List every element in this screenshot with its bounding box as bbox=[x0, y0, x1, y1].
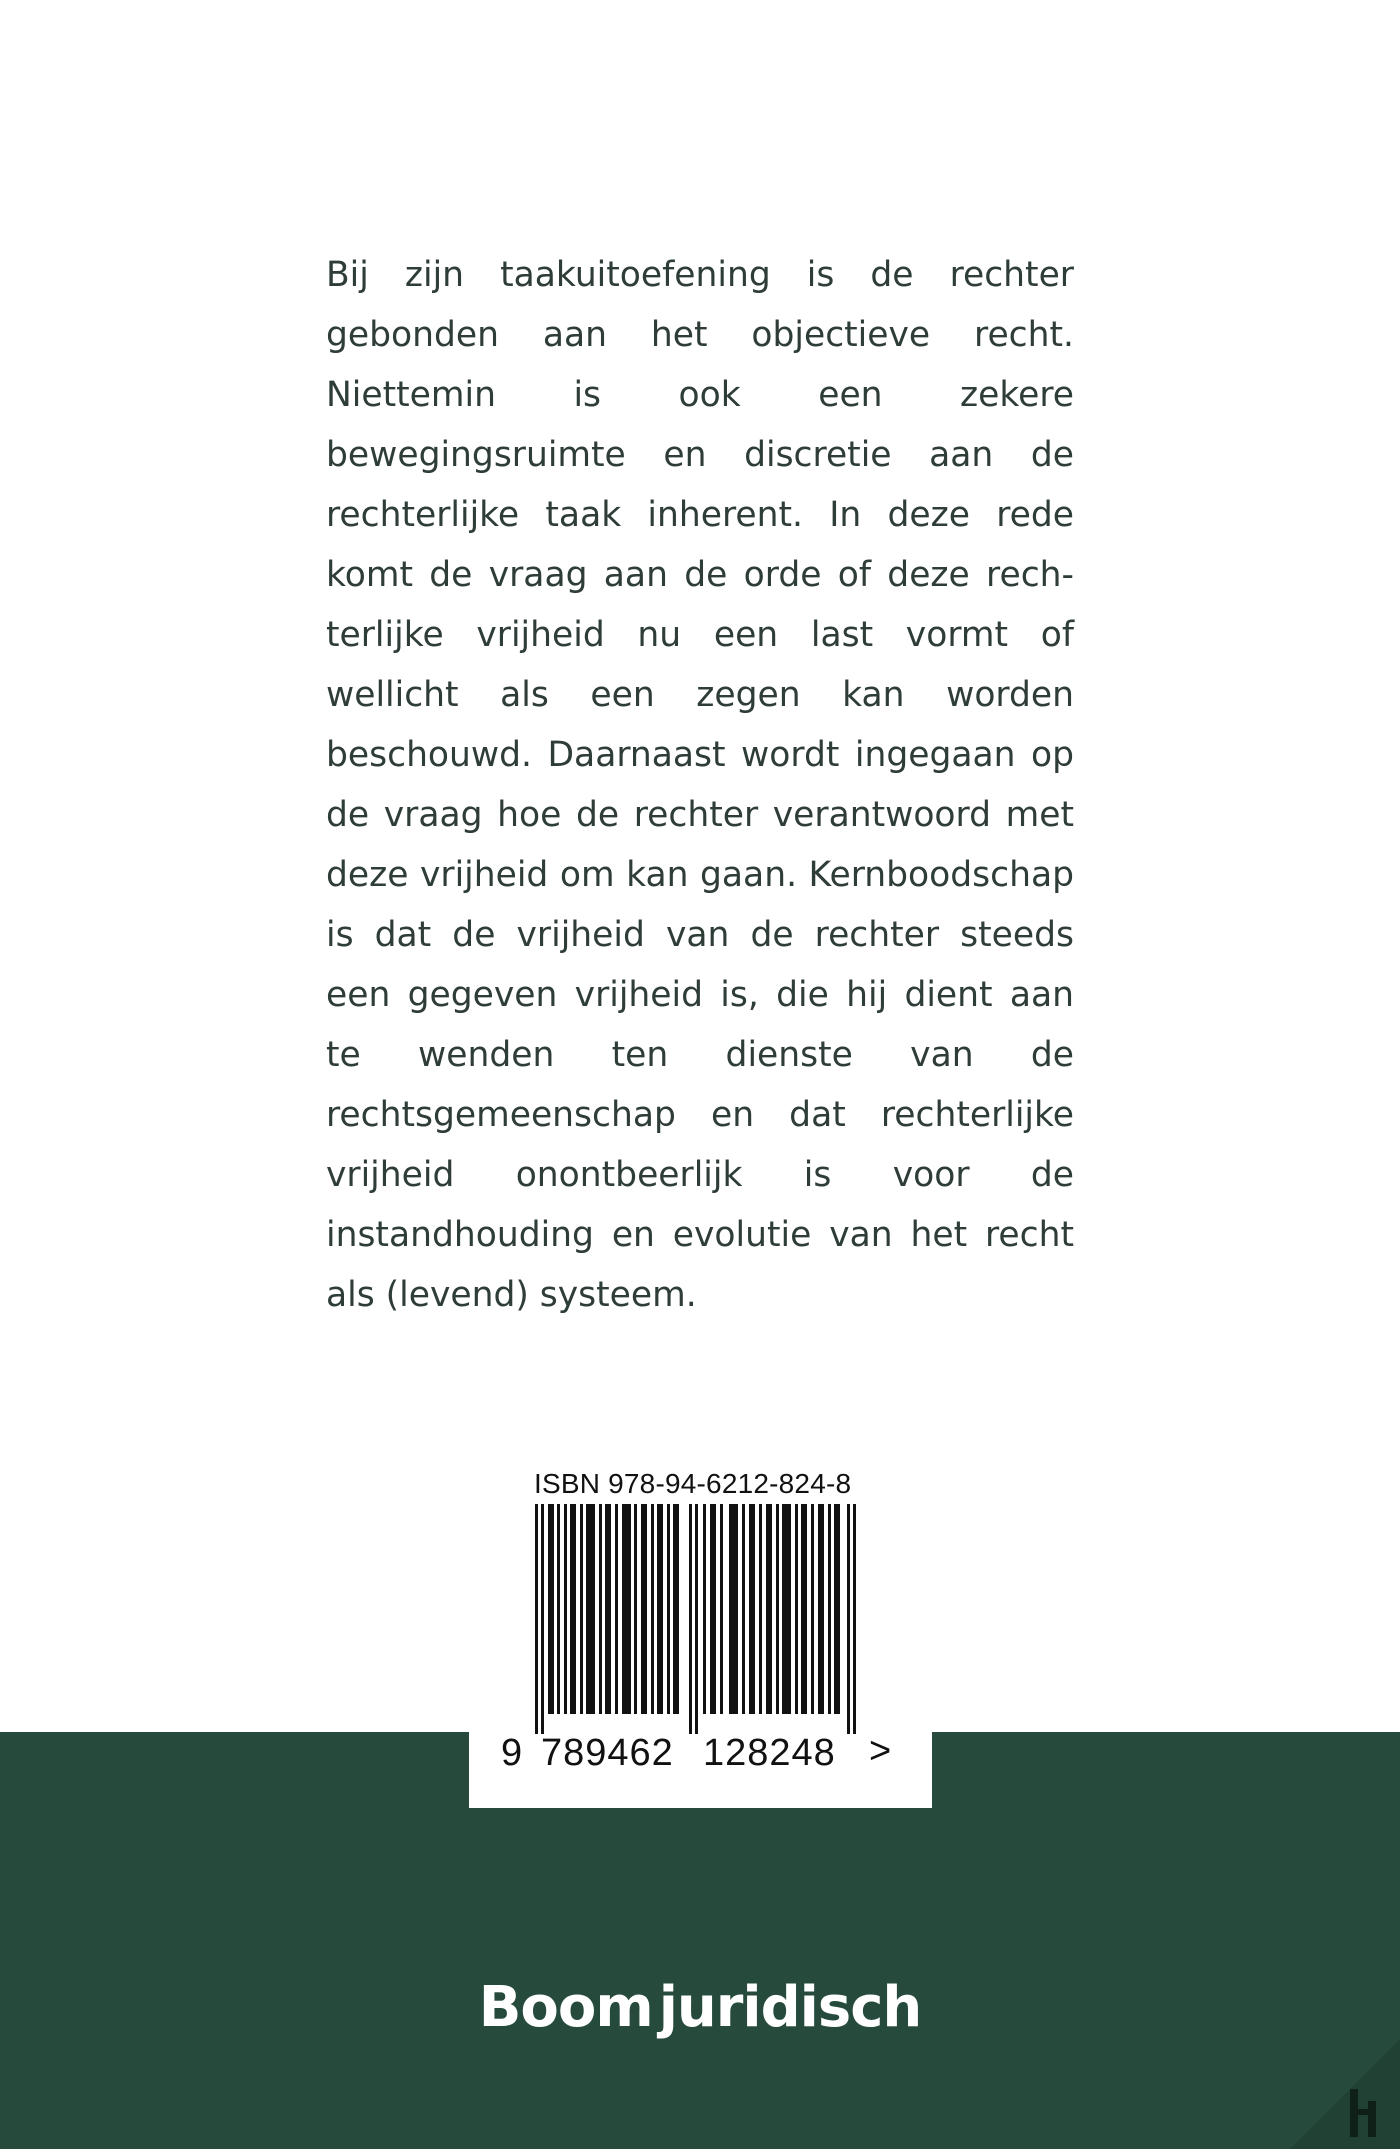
barcode-icon bbox=[533, 1504, 863, 1734]
barcode-block bbox=[469, 1462, 932, 1808]
publisher-name-part1: Boom bbox=[478, 1975, 653, 2040]
publisher-name-part2: juridisch bbox=[658, 1975, 922, 2040]
publisher-logo bbox=[0, 1975, 1400, 2040]
barcode-first-digit: 9 bbox=[501, 1732, 523, 1774]
isbn-label: ISBN 978-94-6212-824-8 bbox=[534, 1468, 852, 1499]
barcode-digits-right: 128248 bbox=[703, 1732, 836, 1774]
back-cover-blurb: Bij zijn taakuitoefening is de rechter gebonden aan het objectieve recht. Niettemin is ook een zekere bewegingsruimte en discretie aan de rechterlijke taak inherent. In deze rede komt de vraag aan de orde of deze rechterlijke vrijheid nu een last vormt of wellicht als een zegen kan worden beschouwd. Daarnaast wordt ingegaan op de vraag hoe de rechter verantwoord met deze vrijheid om kan gaan. Kernboodschap is dat de vrijheid van de rechter steeds een gegeven vrijheid is, die hij dient aan te wenden ten dienste van de rechtsgemeenschap en dat rechterlijke vrijheid onontbeerlijk is voor de instandhouding en evolutie van het recht als (levend) systeem. bbox=[326, 255, 1074, 1315]
barcode-digits-left: 789462 bbox=[541, 1732, 674, 1774]
barcode-arrow: > bbox=[869, 1730, 892, 1772]
corner-watermark-icon bbox=[1290, 2039, 1400, 2149]
